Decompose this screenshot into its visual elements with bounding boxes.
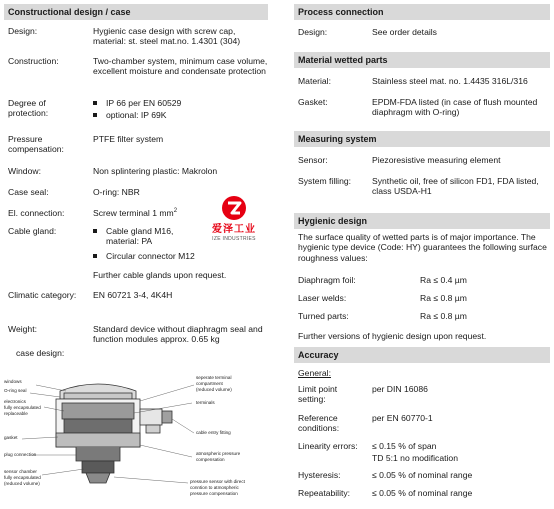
accuracy-general: General:	[298, 368, 331, 378]
row-value: See order details	[372, 27, 437, 37]
diagram-label: fully encapsulated	[4, 475, 41, 480]
company-logo	[205, 195, 263, 242]
bullet-item: Circular connector M12	[93, 251, 268, 261]
diagram-label: sensor chamber	[4, 469, 37, 474]
section-header-constructional: Constructional design / case	[4, 4, 268, 20]
diagram-label: fully encapsulated	[4, 405, 41, 410]
row-label: Repeatability:	[298, 488, 351, 498]
row-label: Limit point setting:	[298, 384, 338, 405]
row-value	[372, 441, 550, 464]
row-value: Two-chamber system, minimum case volume, excellent moisture and condensate protection	[93, 56, 268, 77]
row-label: Degree of protection:	[8, 98, 49, 119]
row-label: Linearity errors:	[298, 441, 358, 451]
diagram-label: gasket	[4, 435, 18, 440]
value-superscript: 2	[173, 208, 178, 215]
row-value: per EN 60770-1	[372, 413, 433, 423]
row-label: Design:	[298, 27, 328, 37]
row-value: Ra ≤ 0.8 µm	[420, 293, 467, 303]
row-value: ≤ 0.05 % of nominal range	[372, 488, 473, 498]
diagram-label: electronics	[4, 399, 26, 404]
row-label: Construction:	[8, 56, 59, 66]
row-label: System filling:	[298, 176, 352, 186]
row-label: Gasket:	[298, 97, 328, 107]
row-value: Synthetic oil, free of silicon FD1, FDA listed, class USDA-H1	[372, 176, 539, 197]
row-value: Stainless steel mat. no. 1.4435 316L/316	[372, 76, 528, 86]
section-header-accuracy: Accuracy	[294, 347, 550, 363]
hygienic-intro: The surface quality of wetted parts is of major importance. The hygienic type device (Code: HY) guarantees the following surface roughness values:	[298, 232, 547, 263]
row-value: Non splintering plastic: Makrolon	[93, 166, 218, 176]
diagram-label: conntion to atmospheric	[190, 485, 239, 490]
diagram-label: atmospheric pressure	[196, 451, 241, 456]
diagram-label: windows	[4, 379, 22, 384]
bullet-item: optional: IP 69K	[93, 110, 268, 120]
row-value: Piezoresistive measuring element	[372, 155, 501, 165]
row-label: Material:	[298, 76, 331, 86]
row-label: Weight:	[8, 324, 37, 334]
value-text: Screw terminal 1 mm	[93, 208, 174, 218]
section-header-hygienic: Hygienic design	[294, 213, 550, 229]
diagram-label: seperate terminal	[196, 375, 232, 380]
row-label: Cable gland:	[8, 226, 57, 236]
row-value	[93, 98, 268, 121]
case-design-diagram	[2, 373, 266, 507]
row-label: Climatic category:	[8, 290, 77, 300]
row-label: Window:	[8, 166, 41, 176]
row-value: Ra ≤ 0.4 µm	[420, 275, 467, 285]
bullet-item: Cable gland M16, material: PA	[93, 226, 185, 247]
logo-text-cn: 爱泽工业	[212, 224, 256, 236]
bullet-item: IP 66 per EN 60529	[93, 98, 268, 108]
section-header-process: Process connection	[294, 4, 550, 20]
diagram-label: (reduced volume)	[196, 387, 232, 392]
case-drawing	[56, 384, 172, 483]
row-value: Ra ≤ 0.8 µm	[420, 311, 467, 321]
diagram-label: compensation	[196, 457, 225, 462]
row-value: ≤ 0.05 % of nominal range	[372, 470, 473, 480]
diagram-label: pressure sensor with direct	[190, 479, 245, 484]
row-label: Design:	[8, 26, 38, 36]
diagram-label: cable entry fitting	[196, 430, 231, 435]
row-value: EN 60721 3-4, 4K4H	[93, 290, 173, 300]
row-value: Standard device without diaphragm seal and function modules approx. 0.65 kg	[93, 324, 263, 345]
section-header-measuring: Measuring system	[294, 131, 550, 147]
logo-text-en: IZE INDUSTRIES	[212, 236, 256, 243]
section-header-material: Material wetted parts	[294, 52, 550, 68]
diagram-label: terminals	[196, 400, 215, 405]
row-label: Case seal:	[8, 187, 49, 197]
row-value: O-ring: NBR	[93, 187, 140, 197]
row-label: Reference conditions:	[298, 413, 340, 434]
row-label: Sensor:	[298, 155, 328, 165]
row-label: Hysteresis:	[298, 470, 341, 480]
row-label: Turned parts:	[298, 311, 349, 321]
row-label: Laser welds:	[298, 293, 347, 303]
row-value: Hygienic case design with screw cap, material: st. steel mat.no. 1.4301 (304)	[93, 26, 241, 47]
value-line: TD 5:1 no modification	[372, 453, 458, 464]
diagram-label: replaceable	[4, 411, 28, 416]
diagram-label: O-ring seal	[4, 388, 27, 393]
cable-gland-note: Further cable glands upon request.	[93, 269, 227, 280]
row-label: Diaphragm foil:	[298, 275, 356, 285]
diagram-label: compartment	[196, 381, 223, 386]
diagram-label: pressure compensation	[190, 491, 238, 496]
row-value: per DIN 16086	[372, 384, 428, 394]
row-label: El. connection:	[8, 208, 65, 218]
diagram-label: (reduced volume)	[4, 481, 40, 486]
hygienic-footer: Further versions of hygienic design upon request.	[298, 331, 487, 341]
logo-mark-icon	[221, 195, 247, 221]
row-value: EPDM-FDA listed (in case of flush mounted diaphragm with O-ring)	[372, 97, 538, 118]
value-line: ≤ 0.15 % of span	[372, 441, 437, 451]
row-label: Pressure compensation:	[8, 134, 64, 155]
row-value: PTFE filter system	[93, 134, 164, 144]
diagram-label: plug connection	[4, 452, 37, 457]
